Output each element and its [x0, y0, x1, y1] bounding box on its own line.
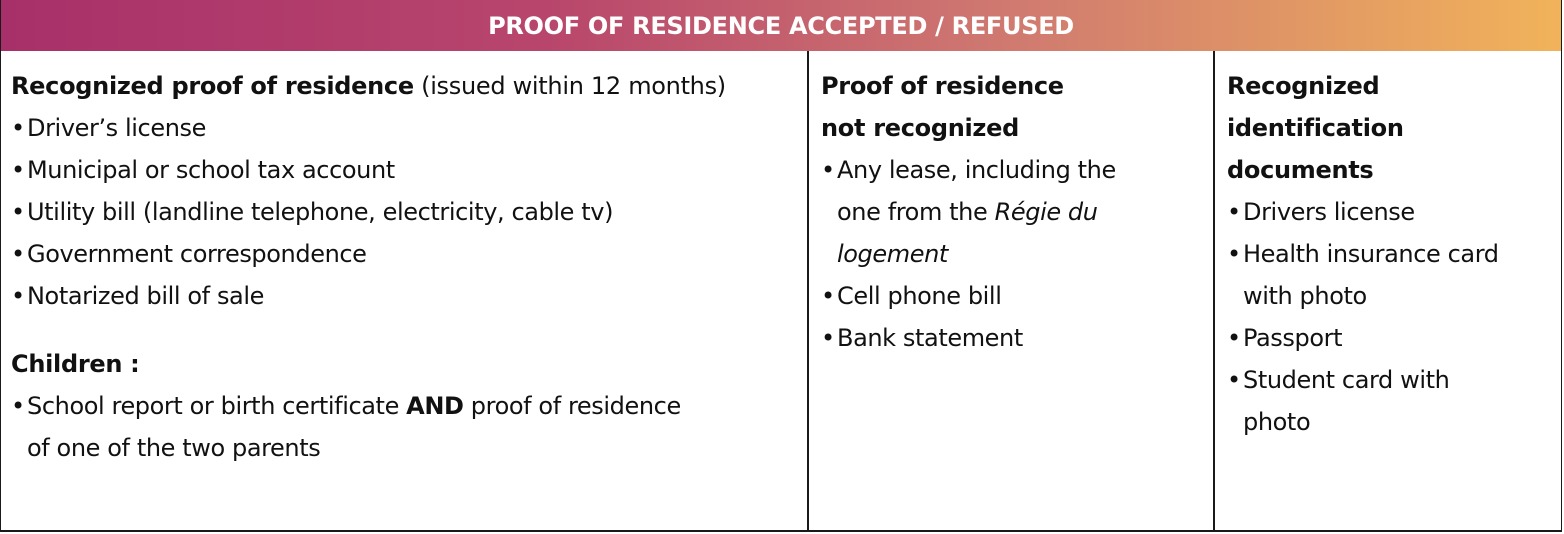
column-not-recognized: [809, 51, 1215, 530]
column-identification: [1215, 51, 1561, 530]
identification-list: [1227, 191, 1561, 443]
heading-note: (issued within 12 months): [413, 72, 726, 100]
emphasis-and: AND: [406, 392, 464, 420]
list-item: • Municipal or school tax account: [11, 156, 395, 184]
list-item: • Bank statement: [821, 324, 1023, 352]
list-item: • School report or birth certificate AND proof of residence of one of the two parents: [11, 392, 681, 462]
list-item: • Drivers license: [1227, 198, 1415, 226]
table-title-banner: [1, 0, 1561, 51]
list-item: • Any lease, including the one from the Régie du logement: [821, 156, 1116, 268]
table-title: PROOF OF RESIDENCE ACCEPTED / REFUSED: [488, 11, 1074, 40]
children-heading: Children :: [11, 350, 140, 378]
not-recognized-list: [821, 149, 1213, 359]
recognized-proof-list: [11, 107, 807, 317]
children-list: [11, 385, 807, 469]
heading-text: Recognized proof of residence: [11, 72, 414, 100]
list-item: • Cell phone bill: [821, 282, 1002, 310]
column-recognized-proof: [1, 51, 809, 530]
list-item: • Student card with photo: [1227, 366, 1450, 436]
spacer: [11, 317, 807, 343]
list-item: • Health insurance card with photo: [1227, 240, 1499, 310]
list-item: • Utility bill (landline telephone, electricity, cable tv): [11, 198, 614, 226]
list-item: • Driver’s license: [11, 114, 206, 142]
list-item: • Passport: [1227, 324, 1343, 352]
list-item: • Notarized bill of sale: [11, 282, 264, 310]
column-heading-identification: Recognized identification documents: [1227, 72, 1404, 184]
list-item: • Government correspondence: [11, 240, 367, 268]
table-columns: [1, 51, 1561, 530]
column-heading-not-recognized: Proof of residence not recognized: [821, 72, 1064, 142]
column-heading-recognized-proof: [11, 65, 807, 107]
